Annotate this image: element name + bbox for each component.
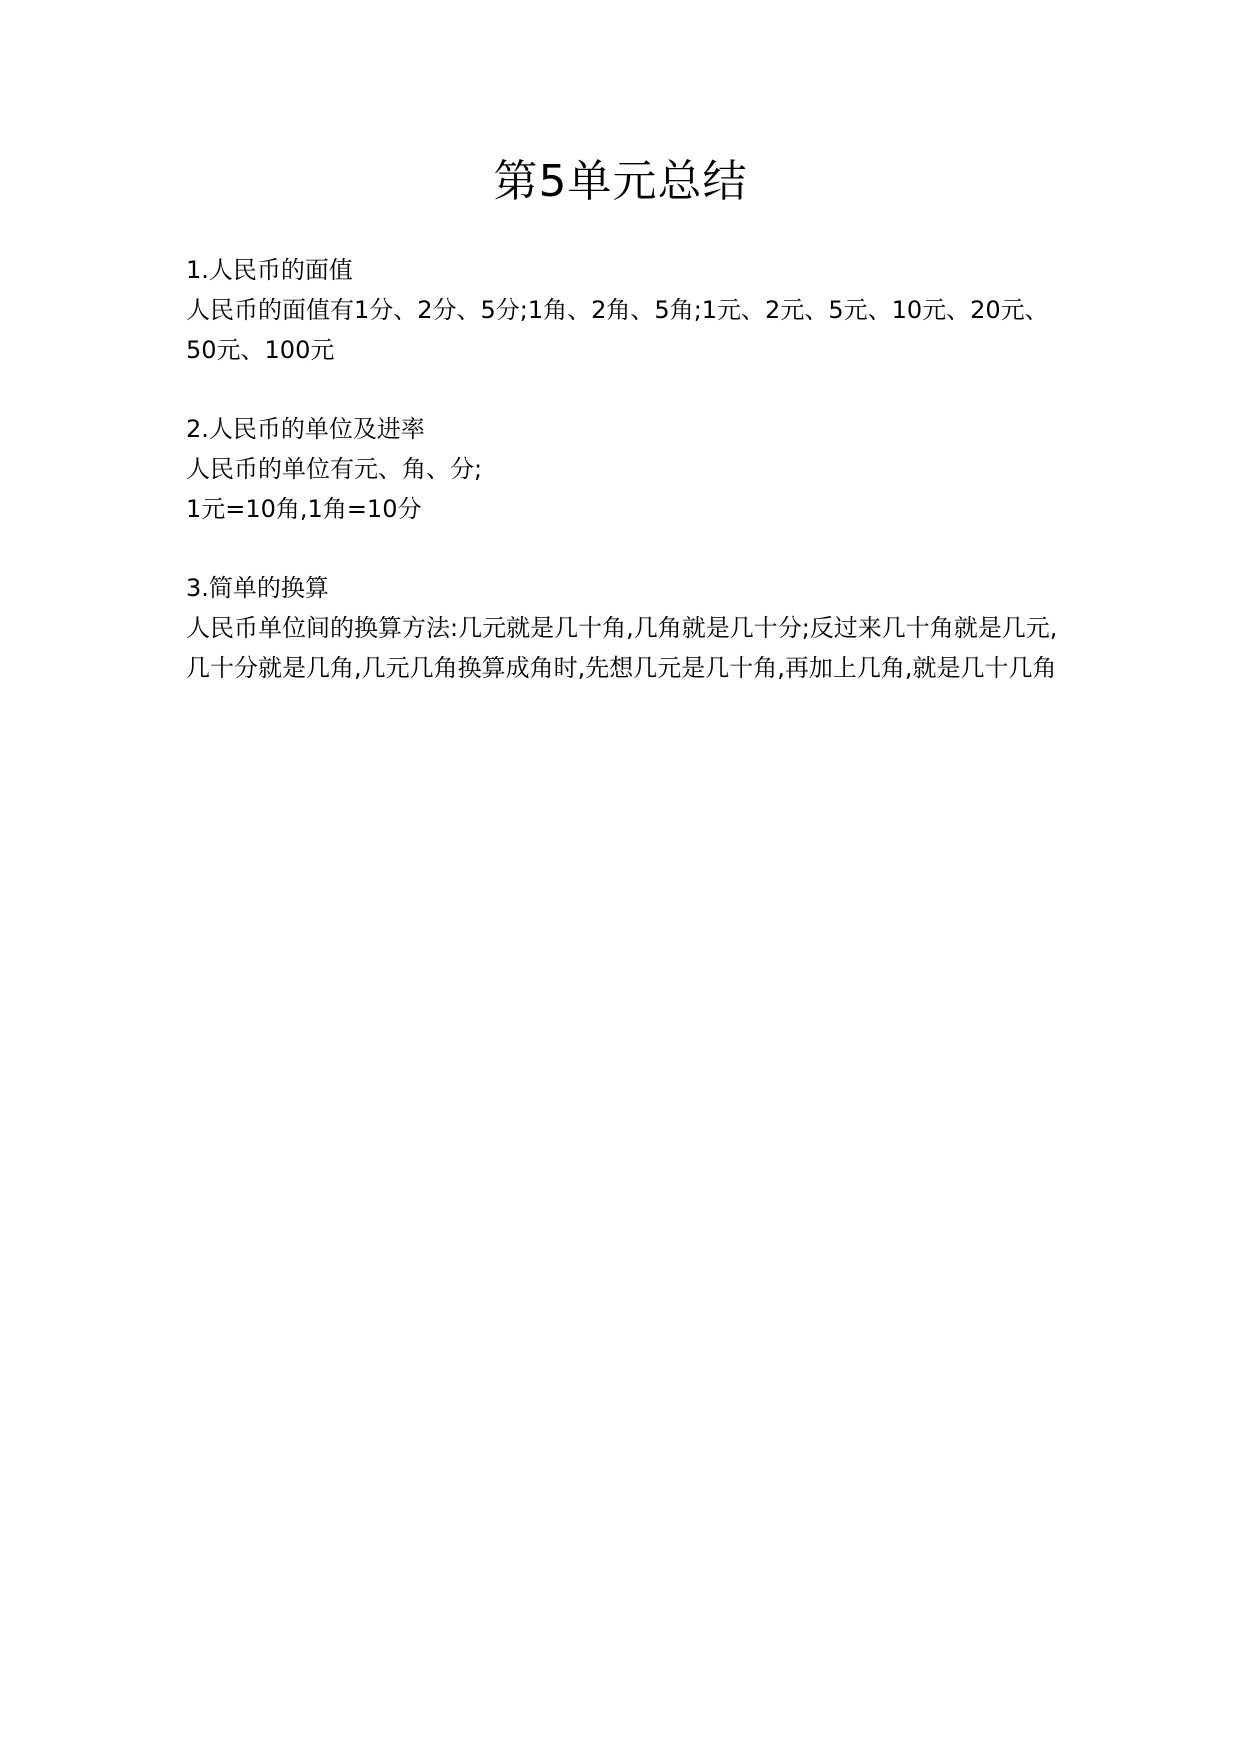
section-denominations bbox=[186, 250, 1058, 370]
section-units-rates bbox=[186, 409, 1058, 529]
paragraph-line: 人民币单位间的换算方法:几元就是几十角,几角就是几十分;反过来几十角就是几元,几十分就是几角,几元几角换算成角时,先想几元是几十角,再加上几角,就是几十几角 bbox=[186, 614, 1058, 682]
section-heading: 2.人民币的单位及进率 bbox=[186, 415, 425, 443]
section-heading: 1.人民币的面值 bbox=[186, 256, 353, 284]
section-simple-conversion bbox=[186, 568, 1058, 688]
paragraph-line: 1元=10角,1角=10分 bbox=[186, 495, 422, 523]
paragraph-line: 人民币的单位有元、角、分; bbox=[186, 455, 483, 483]
paragraph-line: 人民币的面值有1分、2分、5分;1角、2角、5角;1元、2元、5元、10元、20元、50元、100元 bbox=[186, 296, 1049, 364]
section-heading: 3.简单的换算 bbox=[186, 574, 329, 602]
page-title: 第5单元总结 bbox=[493, 156, 748, 207]
document-body bbox=[186, 250, 1058, 727]
